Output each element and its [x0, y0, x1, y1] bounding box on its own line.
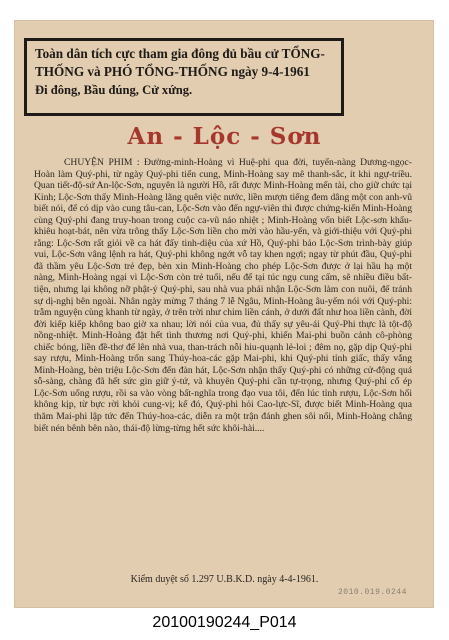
election-banner [24, 38, 344, 116]
synopsis-paragraph: CHUYỆN PHIM : Đường-minh-Hoàng vì Huệ-phi qua đời, tuyển-nàng Dương-ngọc-Hoàn làm Quý-phi, từ ngày Quý-phi tiến cung, Minh-Hoàng say mê thanh-sắc, ít khi ngự-triều. Quan tiết-độ-sứ An-lộc-Sơn, nguyên là người Hồ, rất được Minh-Hoàng mến tài, cho giữ chức tại Kinh; Lộc-Sơn thấy Minh-Hoàng lãng quên việc nước, liền mượn tiếng đem dâng một con anh-vũ biết nói, để có dịp vào cung tâu-can, Lộc-Sơn vào đến ngự-viên thì được chứng-kiến Minh-Hoàng cùng Quý-phi đang truy-hoan trong cuộc ca-vũ náo nhiệt ; Minh-Hoàng vốn biết Lộc-sơn khẩu-khiêu hoạt-bát, nên vừa trông thấy Lộc-Sơn liền cho mời vào hầu-yến, và giới-thiệu với Quý-phi rằng: Lộc-Sơn rất giỏi về ca hát đấy tinh-diệu của xứ Hồ, Quý-phi bảo Lộc-Sơn trình-bày giúp vui, Lộc-Sơn vâng lệnh ra hát, Quý-phi không ngớt vỗ tay khen ngợi; ngay từ phút đầu, Quý-phi đã thầm yêu Lộc-Sơn trẻ đẹp, bèn xin Minh-Hoàng cho phép Lộc-Sơn được ở lại hầu hạ một nàng, Minh-Hoàng ngại vì Lộc-Sơn còn trẻ tuổi, nếu để tại túc ngụ cung cấm, sẽ nhiều điều bất-tiện, nhưng lại không nỡ phật-ý Quý-phi, sau nhà vua phải nhận Lộc-Sơn làm con nuôi, để tránh sự dị-nghị bên ngoài. Nhân ngày mừng 7 tháng 7 lễ Ngâu, Minh-Hoàng âu-yếm nói với Quý-phi: trẫm nguyện cùng khanh từ ngày, ở trên trời như chim liền cánh, ở dưới đất như hoa liền cành, đời đời kiếp kiếp không bao giờ xa nhau; lời nói của vua, đủ thấy sự yêu-ái Quý-Phi thực là tột-độ nồng-nhiệt. Minh-Hoàng đặt hết tình thương nơi Quý-phi, khiến Mai-phi buồn cảnh cô-phòng chiếc bóng, liền đề-thơ để lên nhà vua, than-trách nỗi hiu-quạnh lẻ-loi ; đêm nọ, gặp dịp Quý-phi say rượu, Minh-Hoàng trốn sang Thúy-hoa-các gặp Mai-phi, khi Quý-phi tỉnh giấc, thấy vắng Minh-Hoàng, bèn triệu Lộc-Sơn đến đàn hát, Lộc-Sơn nhận thấy Quý-phi có những cử-động quá sỗ-sàng, chàng đã hết sức gìn giữ ý-tứ, và khuyên Quý-phi cần tự-trọng, nhưng Quý-phi cố ép Lộc-Sơn uống rượu, rồi sa vào vòng bất-nghĩa trong đạo vua tôi, đến lúc tỉnh rượu, Lộc-Sơn hối không kịp, từ bực rời khỏi cung-vị; kế đó, Quý-phi hỏi Cao-lực-Sĩ, được biết Minh-Hoàng qua thăm Mai-phi lập tức đến Thúy-hoa-các, diễn ra một trận đánh ghen sôi nổi, Minh-Hoàng chẳng biết nén bênh bên nào, thái-độ lừng-từng hết sức khôi-hài.... [34, 157, 412, 434]
censorship-note: Kiểm duyệt số 1.297 U.B.K.D. ngày 4-4-1961. [130, 574, 319, 585]
archive-stamp: 2010.019.0244 [338, 588, 407, 597]
synopsis-text [34, 157, 412, 434]
banner-line-1: Toàn dân tích cực tham gia đông đủ bầu cử TỔNG- [35, 46, 325, 61]
banner-line-2: THỐNG và PHÓ TỔNG-THỐNG ngày 9-4-1961 [35, 64, 310, 79]
banner-line-3: Đi đông, Bầu đúng, Cử xứng. [35, 83, 193, 97]
image-caption: 20100190244_P014 [152, 614, 297, 631]
page-title: An - Lộc - Sơn [127, 123, 322, 150]
